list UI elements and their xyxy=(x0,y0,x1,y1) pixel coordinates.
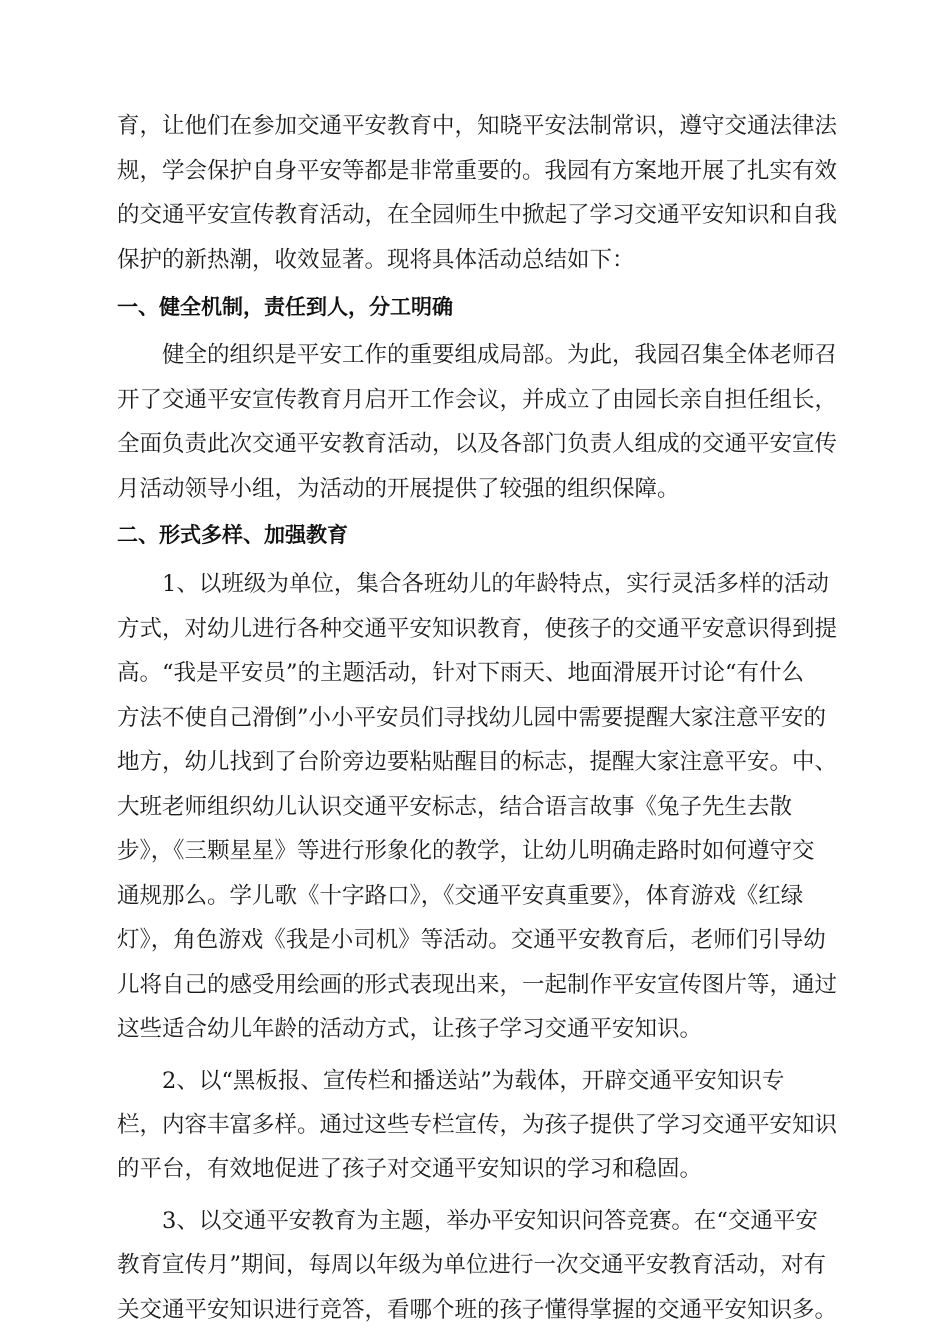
section-1-line: 月活动领导小组，为活动的开展提供了较强的组织保障。 xyxy=(117,476,680,502)
item-2-line: 的平台，有效地促进了孩子对交通平安知识的学习和稳固。 xyxy=(117,1156,703,1182)
section-1-heading: 一、健全机制，责任到人，分工明确 xyxy=(117,295,453,319)
item-1-line: 灯》，角色游戏《我是小司机》等活动。交通平安教育后，老师们引导幼 xyxy=(117,927,826,953)
intro-line: 育，让他们在参加交通平安教育中，知晓平安法制常识，遵守交通法律法 xyxy=(117,113,838,139)
item-3-line: 教育宣传月”期间，每周以年级为单位进行一次交通平安教育活动，对有 xyxy=(117,1252,827,1278)
item-1-line: 高。“我是平安员”的主题活动，针对下雨天、地面滑展开讨论“有什么 xyxy=(117,660,805,686)
item-1-line: 方式，对幼儿进行各种交通平安知识教育，使孩子的交通平安意识得到提 xyxy=(117,616,838,642)
section-2-heading: 二、形式多样、加强教育 xyxy=(117,523,348,547)
section-1-line: 健全的组织是平安工作的重要组成局部。为此，我园召集全体老师召 xyxy=(162,342,838,368)
item-1-line: 方法不使自己滑倒”小小平安员们寻找幼儿园中需要提醒大家注意平安的 xyxy=(117,705,827,731)
intro-line: 规，学会保护自身平安等都是非常重要的。我园有方案地开展了扎实有效 xyxy=(117,158,838,184)
item-3-line: 关交通平安知识进行竞答，看哪个班的孩子懂得掌握的交通平安知识多。 xyxy=(117,1297,838,1323)
section-1-line: 全面负责此次交通平安教育活动，以及各部门负责人组成的交通平安宣传 xyxy=(117,431,838,457)
item-1-line: 这些适合幼儿年龄的活动方式，让孩子学习交通平安知识。 xyxy=(117,1016,703,1042)
item-1-line: 地方，幼儿找到了台阶旁边要粘贴醒目的标志，提醒大家注意平安。中、 xyxy=(117,749,838,775)
item-1-line: 通规那么。学儿歌《十字路口》，《交通平安真重要》，体育游戏《红绿 xyxy=(117,883,804,909)
intro-line: 的交通平安宣传教育活动，在全园师生中掀起了学习交通平安知识和自我 xyxy=(117,202,838,228)
item-2-line: 栏，内容丰富多样。通过这些专栏宣传，为孩子提供了学习交通平安知识 xyxy=(117,1112,838,1138)
item-1-line: 步》，《三颗星星》等进行形象化的教学，让幼儿明确走路时如何遵守交 xyxy=(117,838,815,864)
item-1-line: 1、以班级为单位，集合各班幼儿的年龄特点，实行灵活多样的活动 xyxy=(162,571,829,597)
item-1-line: 儿将自己的感受用绘画的形式表现出来，一起制作平安宣传图片等，通过 xyxy=(117,972,838,998)
item-1-line: 大班老师组织幼儿认识交通平安标志，结合语言故事《兔子先生去散 xyxy=(117,794,793,820)
item-3-line: 3、以交通平安教育为主题，举办平安知识问答竞赛。在“交通平安 xyxy=(162,1208,818,1234)
section-1-line: 开了交通平安宣传教育月启开工作会议，并成立了由园长亲自担任组长， xyxy=(117,387,838,413)
intro-line: 保护的新热潮，收效显著。现将具体活动总结如下： xyxy=(117,247,635,273)
item-2-line: 2、以“黑板报、宣传栏和播送站”为载体，开辟交通平安知识专 xyxy=(162,1068,785,1094)
